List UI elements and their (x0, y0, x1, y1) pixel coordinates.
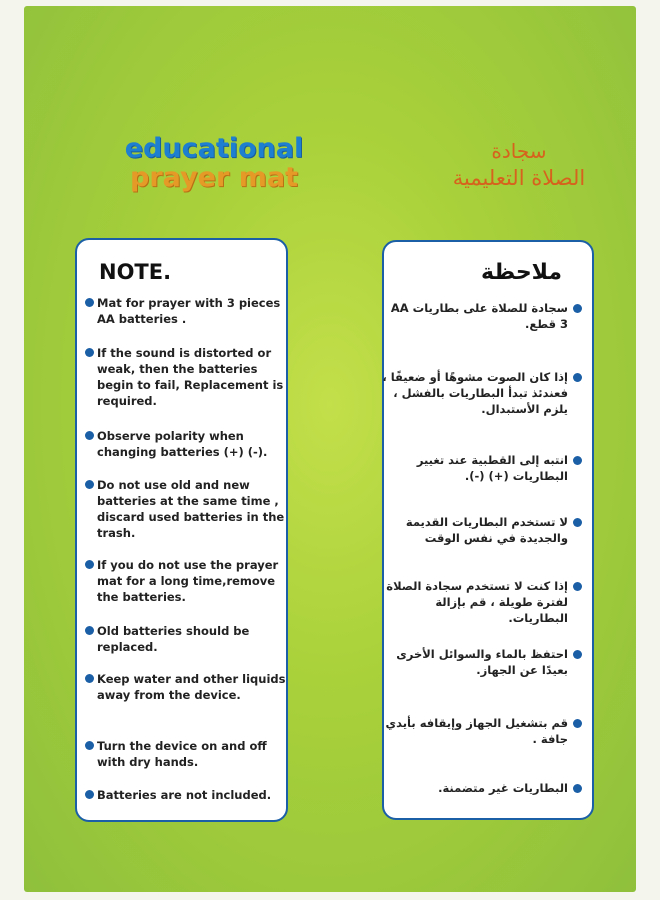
note-en-item-9 (85, 787, 293, 803)
note-en-item-4 (85, 477, 293, 541)
arabic-title (419, 138, 619, 192)
note-en-item-2 (85, 345, 293, 409)
bullet-icon (85, 790, 94, 799)
english-note-panel (75, 238, 288, 822)
note-en-text: Keep water and other liquids away from the device. (97, 672, 286, 702)
note-ar-text: سجادة للصلاة على بطاريات AA 3 قطع. (390, 301, 568, 331)
bullet-icon (85, 626, 94, 635)
note-en-text: Do not use old and new batteries at the same time , discard used batteries in the trash. (97, 478, 285, 540)
bullet-icon (573, 373, 582, 382)
title-ar-line2: الصلاة التعليمية (452, 166, 586, 190)
bullet-icon (573, 719, 582, 728)
bullet-icon (85, 431, 94, 440)
english-title (114, 134, 314, 192)
note-ar-item-1 (382, 300, 582, 332)
note-ar-item-2 (382, 369, 582, 417)
title-ar-line1: سجادة (491, 139, 547, 163)
note-en-item-3 (85, 428, 293, 460)
bullet-icon (573, 784, 582, 793)
note-ar-text: لا تستخدم البطاريات القديمة والجديدة في نفس الوقت (405, 515, 568, 545)
note-en-item-6 (85, 623, 293, 655)
note-ar-text: احتفظ بالماء والسوائل الأخرى بعيدًا عن الجهاز. (396, 647, 568, 677)
bullet-icon (85, 560, 94, 569)
bullet-icon (85, 674, 94, 683)
note-en-item-7 (85, 671, 293, 703)
note-ar-text: إذا كان الصوت مشوهًا أو ضعيفًا ، فعندئذ تبدأ البطاريات بالفشل ، يلزم الأستبدال. (382, 370, 568, 416)
bullet-icon (85, 298, 94, 307)
note-en-text: If you do not use the prayer mat for a long time,remove the batteries. (97, 558, 279, 604)
note-ar-text: البطاريات غير متضمنة. (438, 781, 568, 795)
note-ar-text: انتبه إلى القطبية عند تغيير البطاريات (+) (-). (416, 453, 568, 483)
note-ar-text: إذا كنت لا تستخدم سجادة الصلاة لفترة طويلة ، قم بإزالة البطاريات. (386, 579, 568, 625)
note-heading-en: NOTE. (99, 260, 172, 284)
bullet-icon (85, 480, 94, 489)
bullet-icon (85, 741, 94, 750)
note-ar-item-7 (382, 715, 582, 747)
note-ar-item-6 (382, 646, 582, 678)
note-ar-item-8 (382, 780, 582, 796)
note-en-text: Mat for prayer with 3 pieces AA batteries . (97, 296, 281, 326)
arabic-note-panel (382, 240, 594, 820)
title-en-line2: prayer mat (130, 162, 298, 193)
note-en-text: If the sound is distorted or weak, then the batteries begin to fail, Replacement is required. (97, 346, 284, 408)
note-ar-text: قم بتشغيل الجهاز وإيقافه بأيدي جافة . (385, 716, 568, 746)
note-en-item-5 (85, 557, 293, 605)
bullet-icon (573, 304, 582, 313)
bullet-icon (573, 456, 582, 465)
note-en-item-8 (85, 738, 293, 770)
note-en-text: Turn the device on and off with dry hands. (97, 739, 267, 769)
note-en-text: Batteries are not included. (97, 788, 272, 802)
note-ar-item-3 (382, 452, 582, 484)
bullet-icon (573, 582, 582, 591)
bullet-icon (573, 650, 582, 659)
note-ar-item-5 (382, 578, 582, 626)
note-heading-ar: ملاحظة (481, 260, 562, 285)
bullet-icon (85, 348, 94, 357)
title-en-line1: educational (124, 133, 304, 164)
bullet-icon (573, 518, 582, 527)
note-en-text: Old batteries should be replaced. (97, 624, 250, 654)
note-ar-item-4 (382, 514, 582, 546)
note-en-text: Observe polarity when changing batteries (+) (-). (97, 429, 268, 459)
note-en-item-1 (85, 295, 293, 327)
